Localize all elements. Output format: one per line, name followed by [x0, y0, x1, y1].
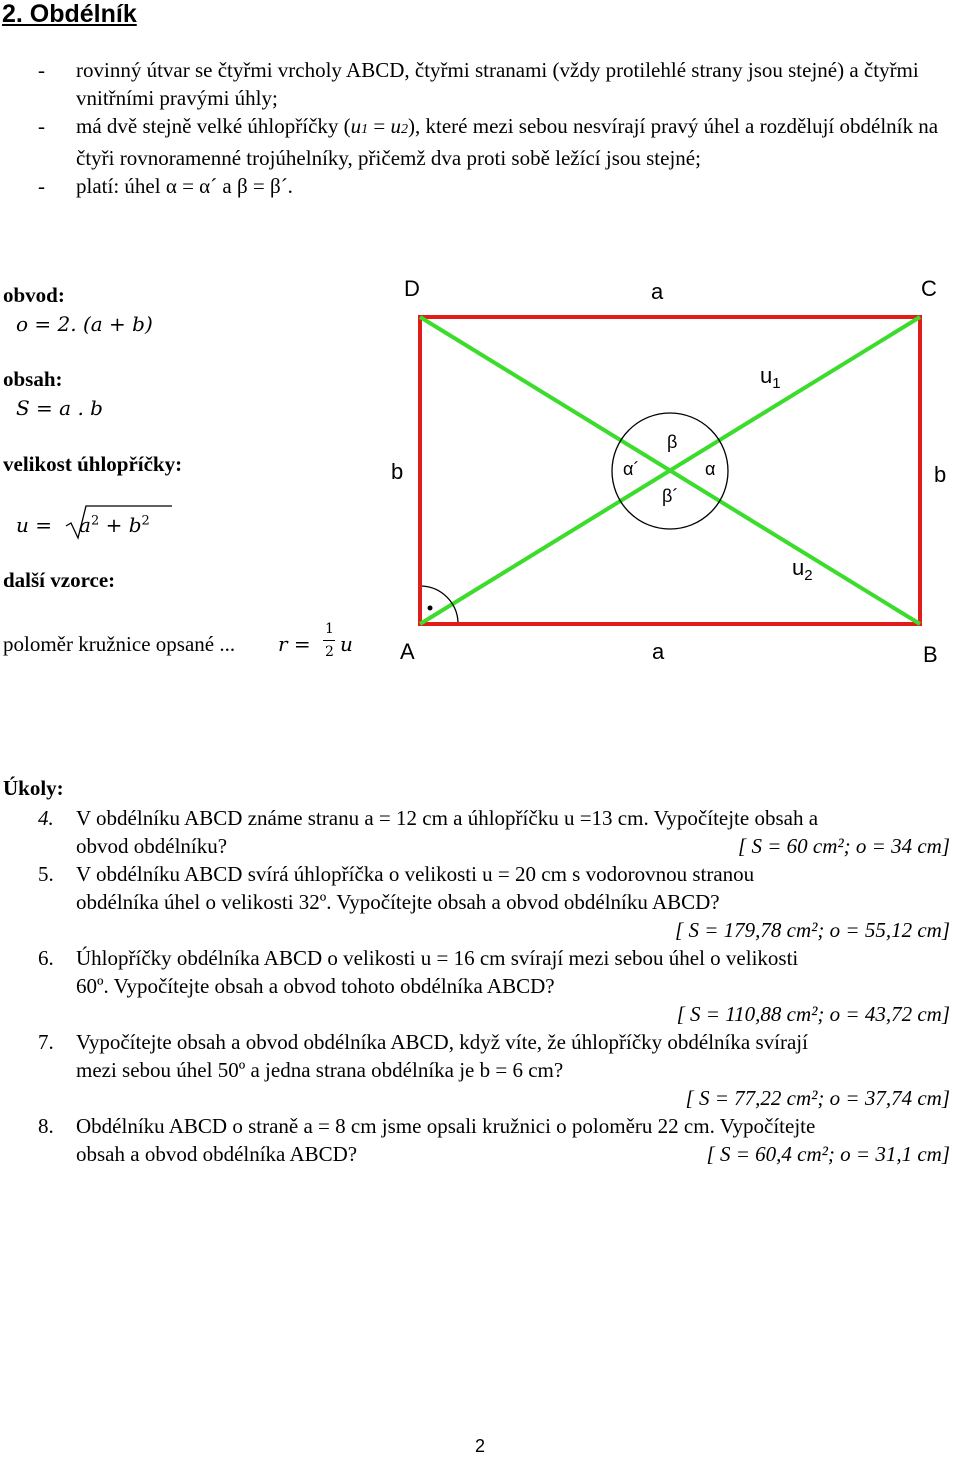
right-angle-arc	[422, 586, 458, 622]
side-a-top: a	[651, 279, 664, 304]
angle-beta: β	[667, 432, 678, 452]
obsah-label: obsah:	[3, 367, 63, 391]
angle-alpha: α	[705, 459, 716, 479]
angle-alpha-prime: α´	[623, 459, 640, 479]
vertex-D: D	[404, 276, 420, 301]
diagonal-formula: u =	[16, 513, 52, 537]
bullet-item: - má dvě stejně velké úhlopříčky (u1 = u2), které mezi sebou nesvírají pravý úhel a rozdělují obdélník na čtyři rovnoramenné trojúhelníky, přičemž dva proti sobě ležící jsou stejné;	[38, 114, 939, 170]
diagonal-label: velikost úhlopříčky:	[3, 452, 183, 476]
side-b-left: b	[391, 459, 404, 484]
bullet-item: - platí: úhel α = α´ a β = β´.	[38, 174, 293, 198]
side-a-bottom: a	[652, 639, 665, 664]
radius-fraction-den: 2	[325, 644, 334, 660]
diagonal-radicand: $a^2 + b^2$	[79, 513, 150, 537]
radius-u: u	[340, 632, 353, 656]
obvod-label: obvod:	[3, 283, 65, 307]
page-number: 2	[474, 1436, 485, 1456]
tasks-label: Úkoly:	[3, 776, 64, 800]
fraction-bar	[323, 640, 335, 641]
other-formulas-label: další vzorce:	[3, 568, 116, 592]
obvod-formula: o = 2. (a + b)	[16, 312, 153, 336]
label-u1: $u_1$	[760, 363, 781, 392]
radius-formula: r =	[278, 632, 311, 656]
obsah-formula: S = a . b	[16, 396, 103, 420]
angle-beta-prime: β´	[662, 486, 679, 506]
right-angle-dot	[428, 606, 433, 611]
vertex-A: A	[400, 639, 415, 664]
radius-fraction-num: 1	[325, 621, 334, 637]
label-u2: $u_2$	[792, 555, 813, 584]
vertex-C: C	[921, 276, 937, 301]
bullet-item: - rovinný útvar se čtyřmi vrcholy ABCD, čtyřmi stranami (vždy protilehlé strany jsou stejné) a čtyřmi vnitřními pravými úhly;	[38, 58, 919, 110]
side-b-right: b	[934, 462, 947, 487]
definition-list	[0, 56, 960, 200]
radius-text: poloměr kružnice opsané ...	[3, 632, 236, 656]
rectangle-diagram	[380, 270, 960, 690]
vertex-B: B	[923, 642, 938, 667]
page-heading: 2. Obdélník	[2, 0, 137, 28]
